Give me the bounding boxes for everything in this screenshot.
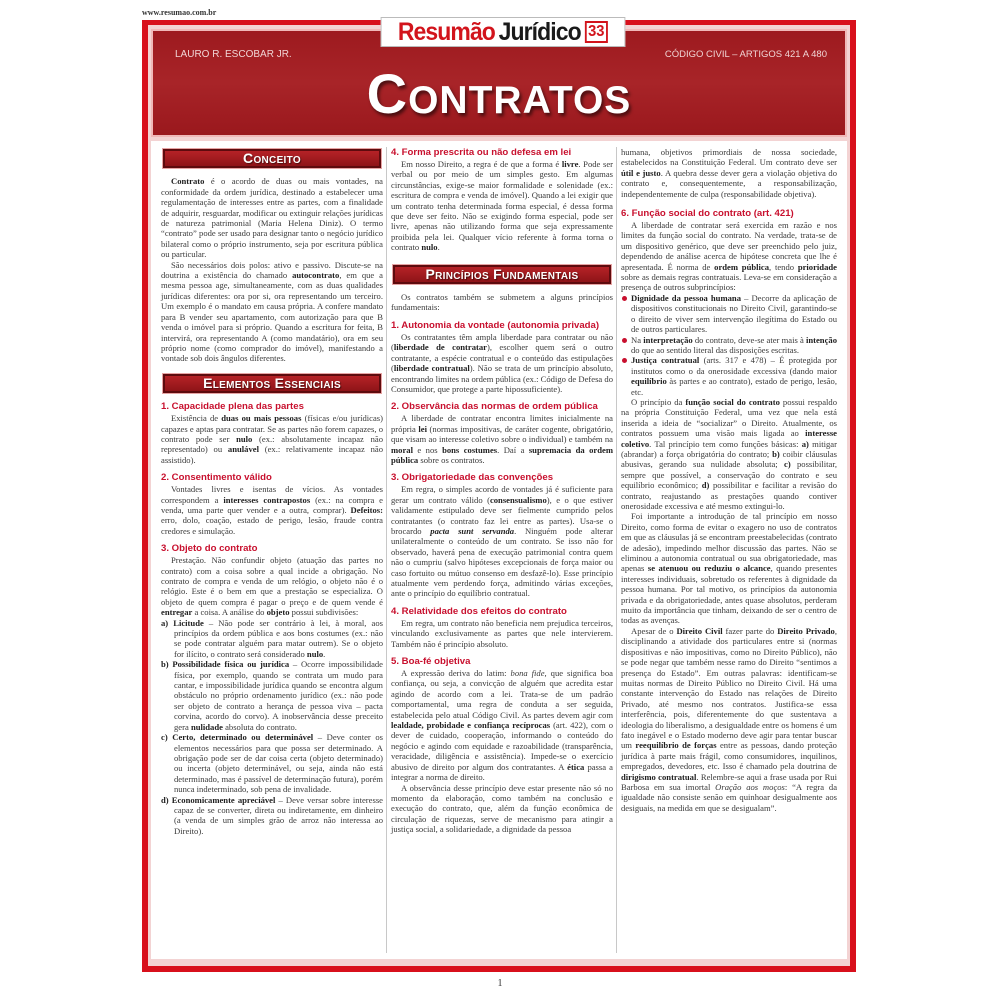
bold-term: Direito Privado <box>777 625 835 636</box>
bullet-item <box>621 293 837 335</box>
brand-name-dark: Jurídico <box>498 17 581 46</box>
text: ), e o que estiver validamente estipulado deve ser fielmente cumprido pelos contratantes (o contrato faz lei entre as partes). Usa-se o brocardo <box>391 494 613 536</box>
page-frame <box>142 17 856 972</box>
paragraph <box>161 260 383 364</box>
subheading: 5. Boa-fé objetiva <box>391 656 471 668</box>
paragraph <box>621 397 837 511</box>
bold-term: autocontrato <box>292 270 340 281</box>
column-1 <box>161 147 383 836</box>
subheading: 1. Autonomia da vontade (autonomia privada) <box>391 319 600 331</box>
bold-term: prioridade <box>797 261 837 272</box>
page-title: Contratos <box>366 62 632 125</box>
text: Os contratantes têm ampla liberdade para contratar ou não ( <box>391 331 613 353</box>
text: possui subdivisões: <box>289 607 359 618</box>
item-label: b) Possibilidade física ou jurídica <box>161 659 290 670</box>
bold-term: nulo <box>421 242 438 253</box>
bold-term: intenção <box>805 334 837 345</box>
bold-term: dirigismo contratual <box>621 771 697 782</box>
text: A expressão deriva do latim: <box>401 668 511 679</box>
text: Na <box>631 334 644 345</box>
text: coibir cláusulas abusivas, gerando sua nulidade absoluta; <box>621 448 838 470</box>
text: mitigar (abrandar) a força obrigatória do contrato; <box>621 438 837 459</box>
text: é o acordo de duas ou mais vontades, na conformidade da ordem jurídica, destinado a estabelecer uma regulamentação de interesses entre as partes, com a finalidade de adquirir, resguardar, modificar ou extinguir relações jurídicas de natureza patrimonial (Maria Helena Diniz). O termo “contrato” pode ser usado para designar tanto o negócio jurídico bilateral como o próprio instrumento, seja por escritura pública ou particular. <box>161 176 383 260</box>
subheading: 2. Observância das normas de ordem pública <box>391 401 598 413</box>
bold-term: interesse coletivo <box>621 428 837 449</box>
bold-term: Dignidade da pessoa humana <box>631 292 741 303</box>
bold-term: objeto <box>266 607 290 618</box>
text: – Deve versar sobre interesse capaz de se converter, direta ou indiretamente, em dinheiro (a venda de um simples grão de arroz não interessa ao Direito). <box>174 794 383 836</box>
text: Prestação. Não confundir objeto (atuação das partes no contrato) com a coisa sobre a qual incide a obrigação. No contrato de compra e venda de um relógio, o objeto não é o relógio. Este é o bem em que a prestação se especializa. O objeto de quem compra é pagar o preço e de quem vende é <box>161 555 383 607</box>
bold-term: d) <box>701 480 710 491</box>
text: e nos <box>412 444 443 455</box>
column-3 <box>621 147 837 813</box>
text: – Ocorre impossibilidade física, por exemplo, quando se contrata um mudo para cantar, e impossibilidade jurídica quando se encontra algum obstáculo no próprio ordenamento jurídico (ex.: não pode ser objeto de contrato a herança de pessoa viva – pacta corvina, acordo do corvo). A inobservância desse preceito gera <box>174 659 383 732</box>
italic-title: Oração aos moços <box>715 781 785 792</box>
subheading: 3. Objeto do contrato <box>161 543 258 555</box>
paragraph <box>621 626 837 813</box>
paragraph <box>391 413 613 465</box>
paragraph <box>621 147 837 199</box>
column-divider <box>616 147 617 953</box>
author-name: LAURO R. ESCOBAR JR. <box>175 49 292 60</box>
subheading: 2. Consentimento válido <box>161 472 272 484</box>
text: às partes e ao contrato), estado de perigo, lesão, etc. <box>631 376 837 397</box>
bold-term: nulidade <box>190 721 223 732</box>
text: (ex.: na compra e venda, uma parte quer vender e a outra, comprar). <box>161 494 383 515</box>
text: do que ao sentido literal das disposições escritas. <box>631 344 800 355</box>
site-url: www.resumao.com.br <box>142 8 217 17</box>
paragraph <box>391 159 613 253</box>
paragraph: Os contratos também se submetem a alguns princípios fundamentais: <box>391 292 613 313</box>
list-item <box>161 659 383 732</box>
bold-term: equilíbrio <box>631 376 667 387</box>
issue-number-badge: 33 <box>584 21 608 43</box>
text: , tendo <box>769 261 798 272</box>
bold-term: se atenuou ou reduziu o alcance <box>647 563 771 574</box>
text: , disciplinando a atividade dos particulares entre si (normas dispositivas e não impositivas, como no Direito Público), não se pode negar que também nesse ramo do Direito “sentimos a presença do Estado”. Em outras palavras: identificam-se muitas normas de Direito Público no Direito Civil. Há uma constante intervenção do Estado nas relações de Direito Privado, até mesmo nos contratos. Justifica-se essa interferência, pois, diferentemente do que sustentava a ideologia do liberalismo, a desigualdade entre os homens é um fato inegável e o Estado moderno deve agir para tentar buscar um <box>621 625 837 751</box>
text: Em regra, o simples acordo de vontades já é suficiente para gerar um contrato válido ( <box>391 484 613 505</box>
text: possibilitar e facilitar a revisão do contrato, reajustando as prestações quando contiver onerosidade excessiva e até mesmo extingui-lo. <box>621 480 837 511</box>
latin-term: bona fide <box>510 668 545 679</box>
text: (ex.: absolutamente incapaz não representado) ou <box>161 433 384 455</box>
text: . A quebra desse dever gera a violação objetiva do contrato e, consequentemente, a responsabilização, independentemente de culpa (responsabilidade objetiva). <box>621 167 838 199</box>
text: – Decorre da aplicação de dispositivos constitucionais no Direito Civil, garantindo-se o direito de viver sem intervenção ilegítima do Estado ou de outros particulares. <box>631 292 838 335</box>
paragraph <box>161 555 383 617</box>
text: . Relembre-se aqui a frase usada por Rui Barbosa em sua imortal <box>621 771 837 792</box>
paragraph <box>391 332 613 394</box>
bold-term: Defeitos: <box>350 504 383 515</box>
text: São necessários dois polos: ativo e passivo. Discute-se na doutrina a existência do chamado <box>161 259 383 281</box>
text: fazer parte do <box>722 625 778 636</box>
bullet-item <box>621 335 837 356</box>
bold-term: função social do contrato <box>685 396 780 407</box>
bold-term: lealdade, probidade e confiança recíprocas <box>391 720 551 731</box>
bold-term: liberdade contratual <box>393 363 470 374</box>
header-banner <box>151 17 847 137</box>
item-label: d) Economicamente apreciável <box>161 794 276 805</box>
paragraph <box>621 511 837 625</box>
text: (normas impositivas, de caráter cogente, obrigatório, que visam ao interesse coletivo sobre o individual) e também na <box>391 423 613 445</box>
bold-term: interpretação <box>643 334 693 345</box>
text: Vontades livres e isentas de vícios. As vontades correspondem a <box>161 484 383 505</box>
code-reference: CÓDIGO CIVIL – ARTIGOS 421 A 480 <box>664 49 827 60</box>
text: A liberdade de contratar encontra limites inicialmente na própria <box>391 413 613 434</box>
bold-term: c) <box>784 459 791 470</box>
text: (art. 422), com o dever de cuidado, cooperação, informando o conteúdo do negócio e agindo com equidade e razoabilidade (transparência, veracidade, diligência e assistência). Impede-se o exercício abusivo de direito por algum dos contratantes. A <box>391 720 613 772</box>
text: . Daí a <box>497 444 529 455</box>
paragraph <box>161 176 383 259</box>
text: – Deve conter os elementos necessários para que possa ser determinado. A obrigação pode ser de dar coisa certa (objeto determinado) ou incerta (objeto determinável, ou seja, ainda não está determinado, mas é passível de determinação futura), porém nunca indeterminado, sob pena de invalidade. <box>174 732 383 795</box>
subheading: 1. Capacidade plena das partes <box>161 401 304 413</box>
bold-term: livre <box>561 159 579 169</box>
section-banner-principios: Princípios Fundamentais <box>393 265 611 284</box>
text: do contrato, deve-se ater mais à <box>692 334 806 345</box>
text: (ex.: relativamente incapaz não assistido). <box>161 444 384 465</box>
paragraph <box>161 484 383 536</box>
text: sobre as demais regras contratuais. Leva-se em consideração a presença de outros subprincípios: <box>621 272 837 293</box>
bold-term: lei <box>418 423 427 434</box>
text: entre as pessoas, dando proteção jurídica à parte mais frágil, como consumidores, inquilinos, empregados, devedores, etc. Isso é chamado pela doutrina de <box>621 740 837 772</box>
section-banner-conceito: Conceito <box>163 149 381 168</box>
text: passa a integrar a norma de direito. <box>391 761 614 783</box>
paragraph <box>621 220 837 293</box>
bold-term: nulo <box>236 433 253 444</box>
paragraph: Em regra, um contrato não beneficia nem prejudica terceiros, vinculando exclusivamente as partes que nele intervierem. Também não é princípio absoluto. <box>391 617 613 649</box>
text: , que significa boa confiança, ou seja, a convicção de alguém que acredita estar agindo de acordo com a lei. Trata-se de um padrão comportamental, uma regra de conduta a ser seguida, estabelecida pelo atual Código Civil. As partes devem agir com <box>391 668 613 720</box>
subheading: 6. Função social do contrato (art. 421) <box>621 208 794 220</box>
text: (físicas e/ou jurídicas) capazes e aptas para contratar. Se as partes não forem capazes, o contrato pode ser <box>161 413 384 444</box>
column-divider <box>386 147 387 953</box>
content-area <box>151 141 847 959</box>
text: O princípio da <box>631 396 686 407</box>
bold-term: nulo <box>306 648 324 659</box>
text: Em nosso Direito, a regra é de que a forma é <box>401 159 562 169</box>
bold-term: Direito Civil <box>676 625 723 636</box>
text: possibilitar, sempre que possível, a conservação do contrato e seu equilíbrio econômico; <box>621 459 837 491</box>
text: absoluta do contrato. <box>222 721 297 732</box>
item-label: a) Licitude <box>161 617 204 628</box>
bold-term: b) <box>772 448 780 459</box>
bold-term: ordem pública <box>714 261 770 272</box>
bold-term: a) <box>801 438 809 449</box>
text: ), escolher quem será o outro contratante, a espécie contratual e o conteúdo das estipulações ( <box>391 342 613 374</box>
bold-term: entregar <box>161 607 193 618</box>
bold-term: Justiça contratual <box>631 355 700 366</box>
bold-term: útil e justo <box>621 167 661 178</box>
bold-term: moral <box>391 444 413 455</box>
subheading: 4. Forma prescrita ou não defesa em lei <box>391 147 572 158</box>
bold-term: Contrato <box>171 176 205 187</box>
text: possui respaldo na própria Constituição Federal, uma vez que nela está inserida a ideia de “socializar” o Direito. Atualmente, os contratos possuem uma visão mais ligada ao <box>621 396 837 439</box>
bold-term: duas ou mais pessoas <box>221 413 302 424</box>
text: sobre os contratos. <box>418 454 485 465</box>
text: a coisa. A análise do <box>192 607 267 618</box>
bold-term: supremacia da ordem pública <box>391 444 613 465</box>
text: humana, objetivos primordiais de nossa sociedade, estabelecidos na Constituição Federal. Um contrato deve ser <box>621 147 837 168</box>
bold-term: reequilíbrio de forças <box>635 740 717 751</box>
text: . <box>437 242 440 253</box>
item-label: c) Certo, determinado ou determinável <box>161 732 314 743</box>
bold-term: interesses contrapostos <box>223 494 311 505</box>
bold-term: bons costumes <box>442 444 498 455</box>
text: . Pode ser verbal ou por meio de um simples gesto. Em algumas circunstâncias, exige-se maior formalidade e solenidade (ex.: escritura de compra e venda de imóvel). Quando a lei exigir que um contrato tenha determinada forma especial, é dessa forma que deve ser feito. Não se exigindo forma especial, pode ser livre, apenas não utilizando forma que seja expressamente proibida pela lei. Qualquer vício referente à forma torna o contrato <box>391 159 613 253</box>
text: ). Não se trata de um princípio absoluto, encontrando limites na ordem pública (ex.: Código de Defesa do Consumidor, que protege a parte hipossuficiente). <box>391 363 613 394</box>
bold-term: ética <box>567 761 585 772</box>
text: . Ninguém pode alterar unilateralmente o conteúdo de um contrato. Se isso não for observado, haverá pena de execução patrimonial contra quem não o cumpriu (salvo hipóteses excepcionais de força maior ou caso fortuito ou mútuo consenso em desfazê-lo). Esse princípio atualmente vem perdendo força, admitindo várias exceções, ante o princípio do equilíbrio contratual. <box>391 525 613 599</box>
text: (arts. 317 e 478) – É protegida por institutos como o da onerosidade excessiva (dando maior <box>631 355 837 376</box>
subheading: 4. Relatividade dos efeitos do contrato <box>391 605 567 617</box>
latin-term: pacta sunt servanda <box>430 525 515 536</box>
bold-term: liberdade de contratar <box>393 342 487 353</box>
column-2 <box>391 147 613 835</box>
list-item <box>161 795 383 837</box>
text: , quando presentes interesses individuais, sobretudo os referentes à dignidade da pessoa humana. Por tal motivo, os princípios da autonomia privada e da obrigatoriedade, antes quase absolutos, perderam muito da importância que tinham, deixando de ser o centro de todas as avenças. <box>621 563 837 626</box>
text: , em que a mesma pessoa age, simultaneamente, com as duas qualidades jurídicas diferentes: ora por si, ora representando um terceiro. Um exemplo é o mandato em causa própria. A confere mandato para B vender seu apartamento, com autorização para que B venda o imóvel para si próprio. Quando a escritura for feita, B intervirá, ora representando A (como mandatário), ora em seu próprio nome (como comprador do imóvel), manifestando a vontade sob dois ângulos diferentes. <box>161 270 383 364</box>
paragraph <box>391 668 613 782</box>
text: Foi importante a introdução de tal princípio em nosso Direito, como forma de evitar o exagero no uso de contratos em que as cláusulas já se encontram preestabelecidas (contrato de adesão), impedindo melhor discussão das partes. Não se eliminou a autonomia contratual ou sua obrigatoriedade, mas apenas <box>621 511 837 574</box>
page-number: 1 <box>497 978 503 989</box>
section-banner-elementos: Elementos Essenciais <box>163 374 381 393</box>
text: . Tal princípio tem como funções básicas: <box>649 438 802 449</box>
brand-name-red: Resumão <box>397 17 495 46</box>
list-item <box>161 618 383 660</box>
text: A liberdade de contratar será exercida em razão e nos limites da função social do contrato. Na verdade, trata-se de um dispositivo genérico, que deve ser preenchido pelo juiz, dependendo de análise acerca de hipótese concreta que lhe é apresentada. É norma de <box>621 220 837 272</box>
bullet-item <box>621 355 837 397</box>
text: . <box>323 648 326 659</box>
text: Existência de <box>171 413 222 424</box>
bold-term: consensualismo <box>489 494 547 505</box>
paragraph: A observância desse princípio deve estar presente não só no momento da elaboração, como também na conclusão e execução do contrato, que, além da função econômica de circulação de riquezas, serve de mecanismo para atingir a justiça social, a solidariedade, a dignidade da pessoa <box>391 782 613 835</box>
paragraph <box>391 484 613 598</box>
subheading: 3. Obrigatoriedade das convenções <box>391 472 554 484</box>
bold-term: anulável <box>227 444 259 455</box>
text: Apesar de o <box>631 625 677 636</box>
brand-logo <box>381 17 626 47</box>
text: : “A regra da igualdade não consiste senão em quinhoar desigualmente aos desiguais, na medida em que se desigualam”. <box>621 781 838 813</box>
text: erro, dolo, coação, estado de perigo, lesão, fraude contra credores e simulação. <box>161 515 383 536</box>
text: – Não pode ser contrário à lei, à moral, aos princípios da ordem pública e aos bons costumes (ex.: não se pode contratar alguém para matar outrem). Se o objeto for ilícito, o contrato será considerado <box>174 617 383 659</box>
paragraph <box>161 413 383 465</box>
list-item <box>161 732 383 794</box>
